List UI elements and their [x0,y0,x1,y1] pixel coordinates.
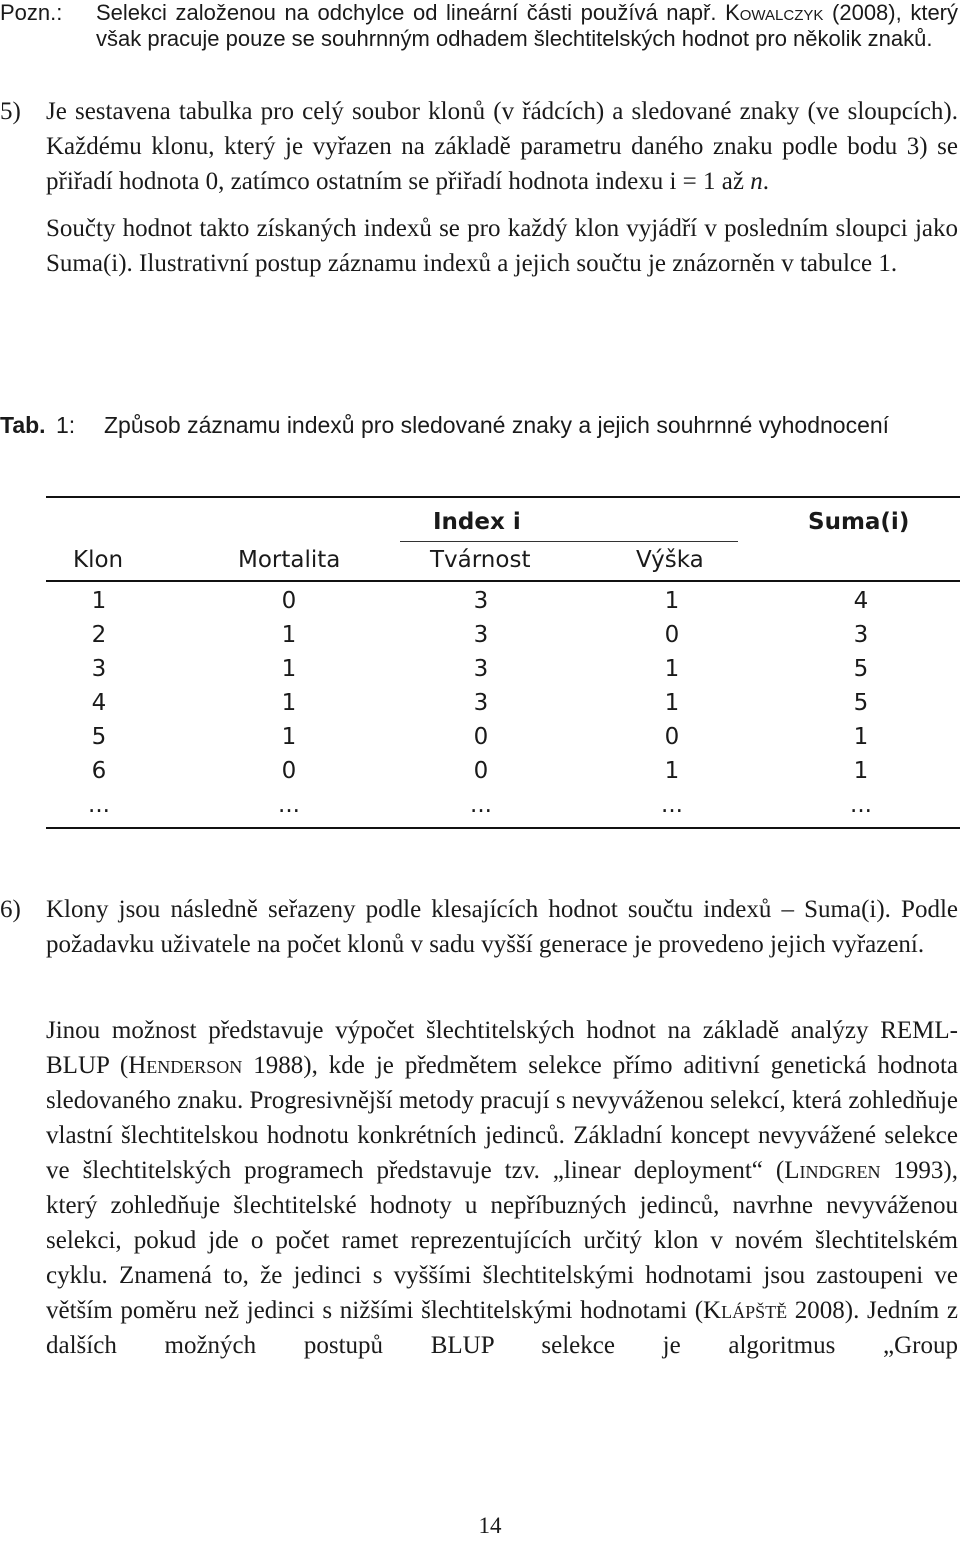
page-number: 14 [478,1513,502,1538]
item-5-text: Je sestavena tabulka pro celý soubor klonů (v řádcích) a sledované znaky (ve sloupcích). Každému klonu, který je vyřazen na základě parametru daného znaku podle bodu 3) se přiřadí hodnota 0, zatímco ostatním se přiřadí hodnota indexu i = 1 až n. [46,98,958,195]
paragraph-blup: Jinou možnost představuje výpočet šlechtitelských hodnot na základě analýzy REML-BLUP (Henderson 1988), kde je předmětem selekce přímo aditivní genetická hodnota sledovaného znaku. Progresivnější metody pracují s nevyváženou selekcí, která zohledňuje vlastní šlechtitelskou hodnotu konkrétních jedinců. Základní koncept nevyvážené selekce ve šlechtitelských programech představuje tzv. „linear deployment“ (Lindgren 1993), který zohledňuje šlechtitelské hodnoty u nepříbuzných jedinců, navrhne nevyváženou selekci, pokud jde o počet ramet reprezentujících určitý klon v novém šlechtitelském cyklu. Znamená to, že jedinci s vyššími šlechtitelskými hodnotami jsou zastoupeni ve větším poměru než jedinci s nižšími šlechtitelskými hodnotami (Klápště 2008). Jedním z dalších možných postupů BLUP selekce je algoritmus „Group [46,1017,958,1359]
suma-header: Suma(i) [808,509,910,535]
item-6-text: Klony jsou následně seřazeny podle klesajících hodnot součtu indexů – Suma(i). Podle požadavku uživatele na počet klonů v sadu vyšší generace je provedeno jejich vyřazení. [46,896,958,958]
col-header-klon: Klon [73,547,124,573]
col-header-mortalita: Mortalita [238,547,341,573]
note-label: Pozn.: [0,0,63,25]
table-bottom-rule [46,827,960,829]
table-row: 2 1 3 0 3 [91,622,869,648]
table-row: ... ... ... ... ... [88,792,872,818]
note-text: Selekci založenou na odchylce od lineární části používá např. Kowalczyk (2008), který však pracuje pouze se souhrnným odhadem šlechtitelských hodnot pro několik znaků. [96,0,959,51]
table-caption-number: 1: [56,412,76,438]
table-caption-text: Způsob záznamu indexů pro sledované znaky a jejich souhrnné vyhodnocení [104,412,890,438]
col-header-tvarnost: Tvárnost [430,547,531,573]
col-header-vyska: Výška [636,547,704,573]
table-header-rule [46,580,960,582]
item-5 [0,94,960,281]
item-6-number: 6) [0,896,21,923]
author-kowalczyk: Kowalczyk [725,0,824,25]
table-column-header-row [0,544,960,578]
index-group-rule [400,541,738,542]
item-5-number: 5) [0,98,21,125]
author-klapste: Klápště [703,1297,788,1324]
author-henderson: Henderson [128,1052,243,1079]
table-row: 1 0 3 1 4 [91,588,869,614]
table-caption-label: Tab. [0,412,46,438]
index-i-header: Index i [433,509,521,535]
table-row: 3 1 3 1 5 [91,656,869,682]
author-lindgren: Lindgren [784,1157,881,1184]
table-group-header-row [0,505,960,539]
item-5-sum-text: Součty hodnot takto získaných indexů se pro každý klon vyjádří v posledním sloupci jako Suma(i). Ilustrativní postup záznamu indexů a jejich součtu je znázorněn v tabulce 1. [46,215,958,277]
table-row: 6 0 0 1 1 [91,758,869,784]
table-row: 5 1 0 0 1 [91,724,869,750]
item-6 [0,892,960,962]
table-top-rule [46,496,960,498]
table-row: 4 1 3 1 5 [91,690,869,716]
